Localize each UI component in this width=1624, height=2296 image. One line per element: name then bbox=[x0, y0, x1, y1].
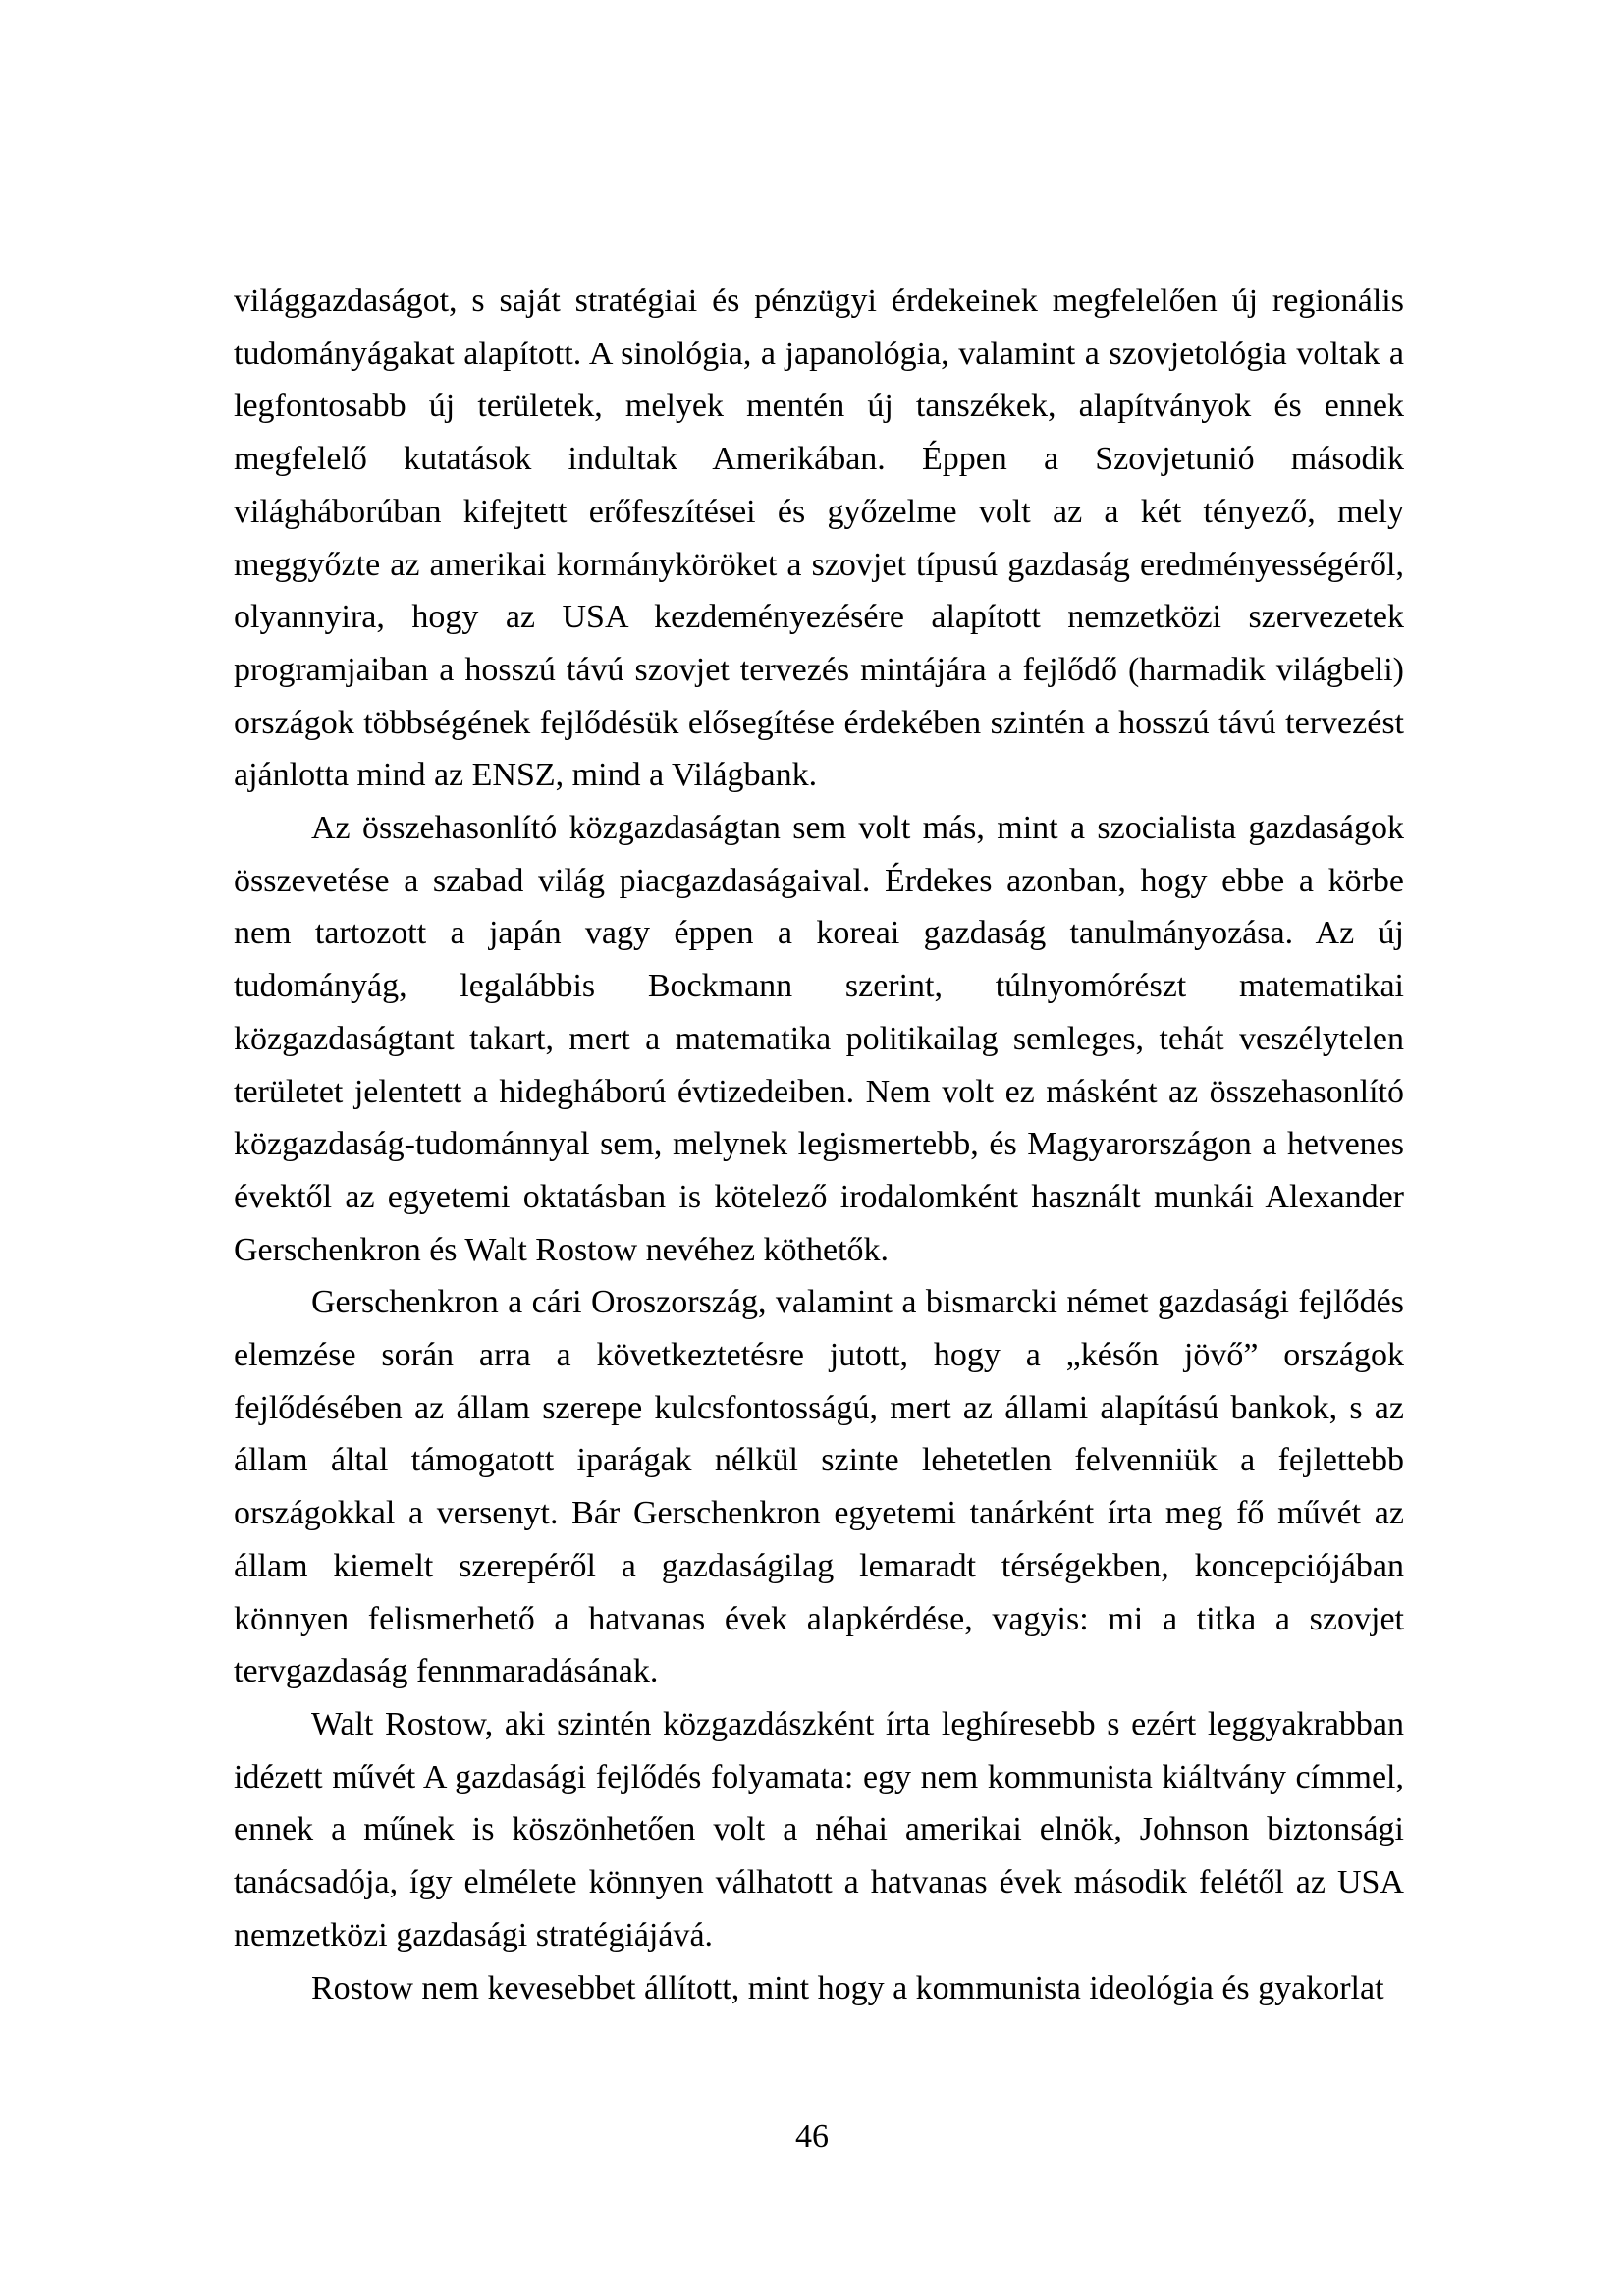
paragraph-1: világgazdaságot, s saját stratégiai és pénzügyi érdekeinek megfelelően új regionális tudományágakat alapított. A sinológia, a japanológia, valamint a szovjetológia voltak a legfontosabb új területek, melyek mentén új tanszékek, alapítványok és ennek megfelelő kutatások indultak Amerikában. Éppen a Szovjetunió második világháborúban kifejtett erőfeszítései és győzelme volt az a két tényező, mely meggyőzte az amerikai kormányköröket a szovjet típusú gazdaság eredményességéről, olyannyira, hogy az USA kezdeményezésére alapított nemzetközi szervezetek programjaiban a hosszú távú szovjet tervezés mintájára a fejlődő (harmadik világbeli) országok többségének fejlődésük elősegítése érdekében szintén a hosszú távú tervezést ajánlotta mind az ENSZ, mind a Világbank. bbox=[234, 283, 1404, 794]
paragraph-4: Walt Rostow, aki szintén közgazdászként írta leghíresebb s ezért leggyakrabban idézett művét A gazdasági fejlődés folyamata: egy nem kommunista kiáltvány címmel, ennek a műnek is köszönhetően volt a néhai amerikai elnök, Johnson biztonsági tanácsadója, így elmélete könnyen válhatott a hatvanas évek második felétől az USA nemzetközi gazdasági stratégiájává. bbox=[234, 1705, 1404, 1953]
paragraph-3: Gerschenkron a cári Oroszország, valamint a bismarcki német gazdasági fejlődés elemzése során arra a következtetésre jutott, hogy a „későn jövő” országok fejlődésében az állam szerepe kulcsfontosságú, mert az állami alapítású bankok, s az állam által támogatott iparágak nélkül szinte lehetetlen felvenniük a fejlettebb országokkal a versenyt. Bár Gerschenkron egyetemi tanárként írta meg fő művét az állam kiemelt szerepéről a gazdaságilag lemaradt térségekben, koncepciójában könnyen felismerhető a hatvanas évek alapkérdése, vagyis: mi a titka a szovjet tervgazdaság fennmaradásának. bbox=[234, 1284, 1404, 1690]
page-body bbox=[234, 275, 1404, 2014]
page-number: 46 bbox=[795, 2118, 829, 2155]
paragraph-5: Rostow nem kevesebbet állított, mint hogy a kommunista ideológia és gyakorlat bbox=[311, 1969, 1384, 2006]
paragraph-2: Az összehasonlító közgazdaságtan sem volt más, mint a szocialista gazdaságok összevetése a szabad világ piacgazdaságaival. Érdekes azonban, hogy ebbe a körbe nem tartozott a japán vagy éppen a koreai gazdaság tanulmányozása. Az új tudományág, legalábbis Bockmann szerint, túlnyomórészt matematikai közgazdaságtant takart, mert a matematika politikailag semleges, tehát veszélytelen területet jelentett a hidegháború évtizedeiben. Nem volt ez másként az összehasonlító közgazdaság-tudománnyal sem, melynek legismertebb, és Magyarországon a hetvenes évektől az egyetemi oktatásban is kötelező irodalomként használt munkái Alexander Gerschenkron és Walt Rostow nevéhez köthetők. bbox=[234, 810, 1404, 1268]
